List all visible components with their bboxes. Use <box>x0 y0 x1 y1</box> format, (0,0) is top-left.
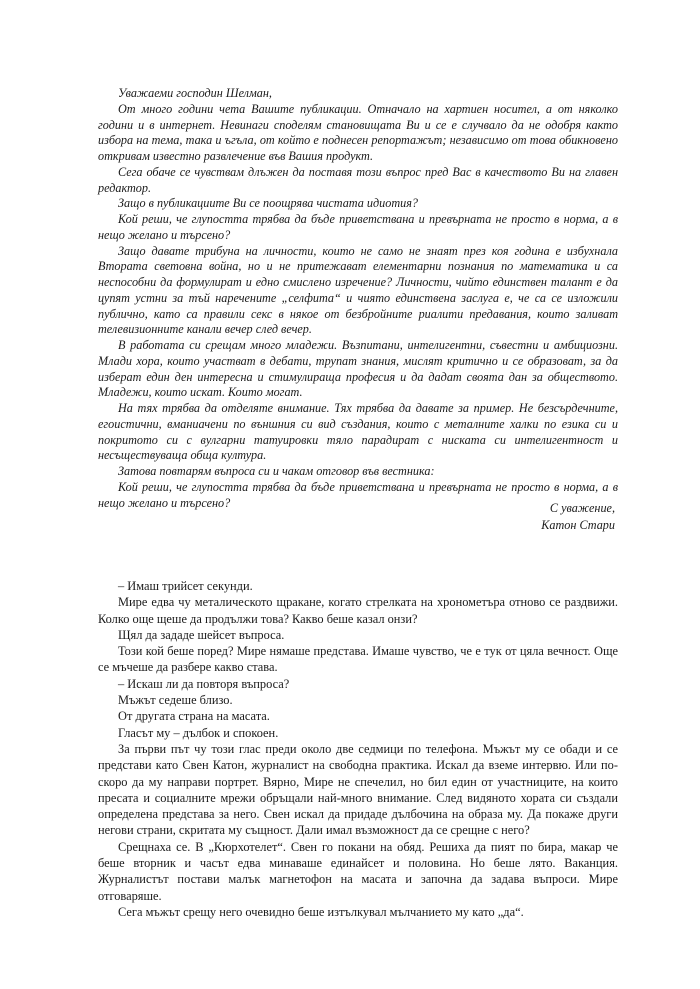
story-paragraph: Мъжът седеше близо. <box>118 693 233 708</box>
story-paragraph: – Искаш ли да повторя въпроса? <box>118 676 290 691</box>
letter-closing: С уважение, <box>549 501 615 515</box>
story-paragraph: Този кой беше поред? Мире нямаше представа. Имаше чувство, че е тук от цяла вечност. Още се мъчеше да разбере какво става. <box>98 644 618 675</box>
story-paragraph: От другата страна на масата. <box>118 709 270 724</box>
story-section <box>98 578 618 920</box>
letter-paragraph: Сега обаче се чувствам длъжен да поставя този въпрос пред Вас в качеството Ви на главен редактор. <box>98 164 618 195</box>
letter-paragraph: Затова повтарям въпроса си и чакам отговор във вестника: <box>118 464 435 478</box>
story-paragraph: За първи път чу този глас преди около две седмици по телефона. Мъжът му се обади и се представи като Свен Катон, журналист на свободна практика. Искал да вземе интервю. Или по-скоро да му направи портрет. Вярно, Мире не спечелил, но бил един от участниците, на които пресата и социалните мрежи обръщали най-много внимание. След видяното хората си създали определена представа за него. Свен искал да придаде дълбочина на образа му. Да покаже други негови страни, скритата му същност. Дали имал възможност да се срещне с него? <box>98 741 618 838</box>
story-paragraph: – Имаш трийсет секунди. <box>118 579 253 593</box>
letter-salutation: Уважаеми господин Шелман, <box>118 86 272 100</box>
letter-paragraph: Кой реши, че глупостта трябва да бъде приветствана и превърната не просто в норма, а в нещо желано и търсено? <box>98 212 618 242</box>
letter-paragraph: Защо давате трибуна на личности, които не само не знаят през коя година е избухнала Втората световна война, но и не притежават елементарни познания по математика и са неспособни да формулират и едно смислено изречение? Личности, чийто единствен талант е да цупят устни за тъй наречените „селфита“ и чиято единствена заслуга е, че са се изложили публично, като са правили секс в някое от безбройните риалити предавания, които заливат телевизионните канали вечер след вечер. <box>98 243 618 337</box>
letter-paragraph: На тях трябва да отделяте внимание. Тях трябва да давате за пример. Не безсърдечните, егоистични, вманиачени по външния си вид създания, които с металните халки по езика си и покритото си с вулгарни татуировки тяло парадират с ниската си интелигентност и несъществуваща обща култура. <box>98 401 618 463</box>
letter-paragraph: В работата си срещам много младежи. Възпитани, интелигентни, съвестни и амбициозни. Млади хора, които участват в дебати, трупат знания, мислят критично и се образоват, за да изберат един ден интересна и стимулираща професия и да дадат своята дан за обществото. Младежи, които искат. Които могат. <box>98 338 618 400</box>
letter-paragraph: Защо в публикациите Ви се поощрява чистата идиотия? <box>118 196 418 211</box>
story-paragraph: Гласът му – дълбок и спокоен. <box>118 725 279 740</box>
story-paragraph: Срещнаха се. В „Кюрхотелет“. Свен го покани на обяд. Решиха да пият по бира, макар че беше вторник и часът едва минаваше единайсет и половина. Но беше лято. Ваканция. Журналистът постави малък магнетофон на масата и започна да задава въпроси. Мире отговаряше. <box>98 839 618 903</box>
letter-paragraph: Кой реши, че глупостта трябва да бъде приветствана и превърната не просто в норма, а в нещо желано и търсено? <box>98 479 618 510</box>
letter-section <box>98 86 618 511</box>
letter-paragraph: От много години чета Вашите публикации. Отначало на хартиен носител, а от няколко години и в интернет. Невинаги споделям становищата Ви и се е случвало да не одобря както избора на тема, така и ъгъла, от който е поднесен репортажът; независимо от това обикновено откривам известно развлечение във Вашия продукт. <box>98 101 618 163</box>
story-paragraph: Мире едва чу металическото щракане, когато стрелката на хронометъра отново се раздвижи. Колко още щеше да продължи това? Какво беше казал онзи? <box>98 595 618 626</box>
story-paragraph: Сега мъжът срещу него очевидно беше изтълкувал мълчанието му като „да“. <box>118 904 524 919</box>
story-paragraph: Щял да зададе шейсет въпроса. <box>118 627 285 642</box>
letter-signature-block <box>541 500 615 534</box>
letter-signature: Катон Стари <box>541 518 615 532</box>
